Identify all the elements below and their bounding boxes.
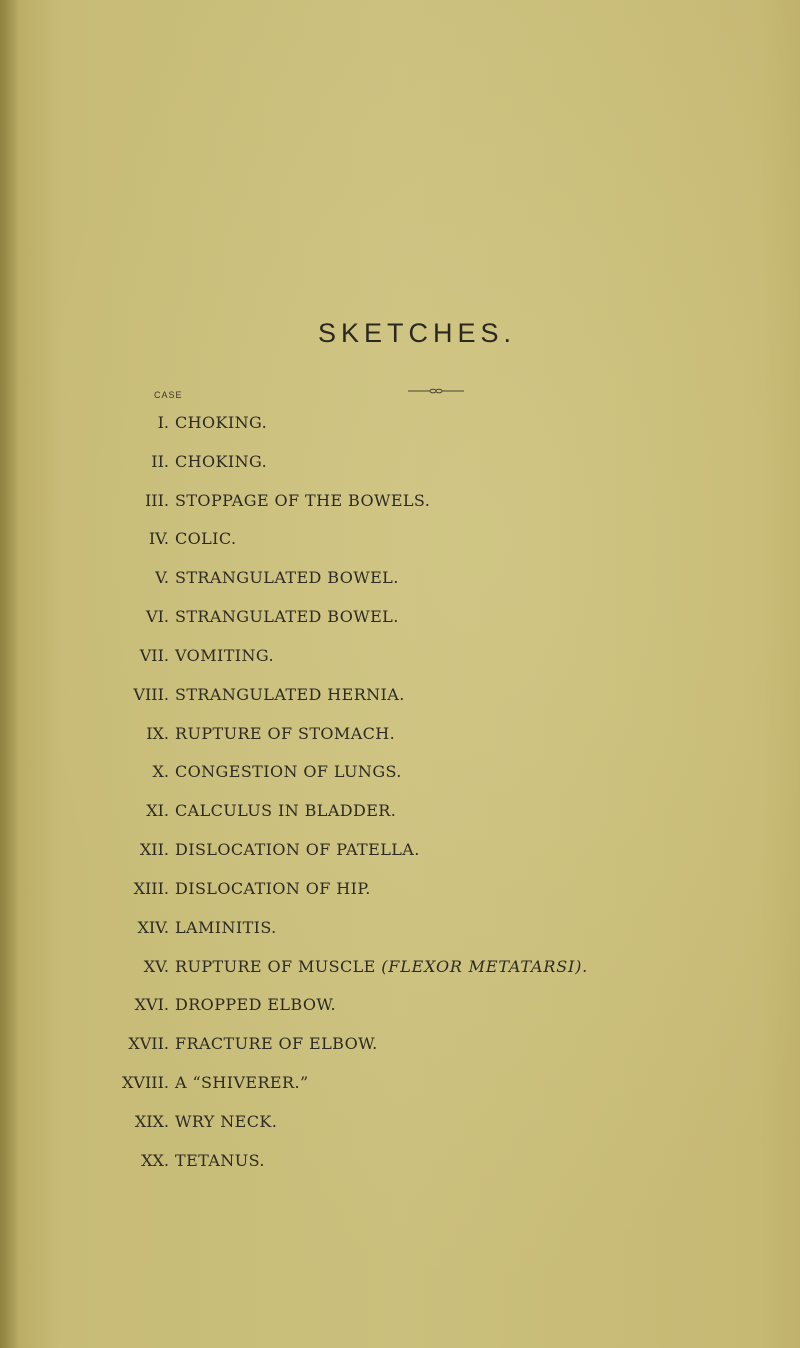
case-title (175, 995, 336, 1014)
case-title-text: FRACTURE OF ELBOW. (175, 1034, 378, 1054)
contents-entry (0, 491, 800, 530)
case-title-text: DROPPED ELBOW. (175, 995, 336, 1015)
case-title (175, 918, 277, 937)
case-title-text: CHOKING. (175, 451, 268, 471)
contents-entry (0, 1073, 800, 1112)
case-title-text: RUPTURE OF MUSCLE (175, 956, 376, 976)
case-title-text: DISLOCATION OF PATELLA. (175, 840, 420, 860)
case-title-text: DISLOCATION OF HIP. (175, 878, 371, 898)
case-numeral: IV. (148, 529, 169, 549)
contents-entry (0, 1151, 800, 1190)
contents-entry (0, 685, 800, 724)
case-numeral: XVI. (134, 995, 169, 1015)
contents-list (0, 413, 800, 1190)
case-numeral: XVII. (128, 1034, 169, 1054)
case-numeral: XIV. (137, 917, 169, 937)
case-numeral: XIX. (134, 1111, 169, 1131)
case-title-text: STOPPAGE OF THE BOWELS. (175, 490, 431, 510)
case-numeral: II. (151, 451, 169, 471)
ornament-divider (408, 387, 464, 395)
contents-entry (0, 957, 800, 996)
contents-entry (0, 801, 800, 840)
case-title (175, 452, 267, 471)
case-title-text: WRY NECK. (175, 1111, 278, 1131)
case-title (175, 1073, 309, 1092)
case-title (175, 1151, 265, 1170)
case-title (175, 413, 267, 432)
contents-entry (0, 568, 800, 607)
case-numeral: XV. (143, 956, 169, 976)
contents-entry (0, 918, 800, 957)
case-title (175, 840, 420, 859)
contents-entry (0, 413, 800, 452)
contents-entry (0, 1112, 800, 1151)
case-numeral: I. (157, 413, 169, 432)
case-numeral: III. (144, 490, 169, 510)
case-title (175, 568, 399, 587)
contents-entry (0, 879, 800, 918)
case-numeral: XI. (146, 801, 169, 821)
case-title-text: COLIC. (175, 529, 237, 549)
case-title-text: A “SHIVERER.” (175, 1073, 309, 1093)
case-title-text: CALCULUS IN BLADDER. (175, 801, 397, 821)
contents-entry (0, 1034, 800, 1073)
contents-entry (0, 995, 800, 1034)
case-title-text: CHOKING. (175, 413, 268, 432)
case-title (175, 879, 371, 898)
case-numeral: XX. (141, 1150, 169, 1170)
case-title (175, 762, 402, 781)
contents-entry (0, 452, 800, 491)
case-title-text: STRANGULATED BOWEL. (175, 568, 399, 588)
page-title: SKETCHES. (317, 318, 517, 348)
case-title-text: STRANGULATED HERNIA. (175, 684, 405, 704)
case-title-text: RUPTURE OF STOMACH. (175, 723, 396, 743)
case-column-label: CASE (154, 390, 183, 400)
contents-entry (0, 529, 800, 568)
case-numeral: VII. (139, 645, 169, 665)
case-title (175, 1034, 378, 1053)
case-title (175, 529, 236, 548)
case-title-italic: (FLEXOR METATARSI). (381, 956, 589, 976)
case-title (175, 607, 399, 626)
case-title (175, 491, 430, 510)
case-numeral: VI. (146, 607, 169, 627)
case-numeral: XIII. (133, 878, 169, 898)
contents-entry (0, 646, 800, 685)
case-title (175, 646, 274, 665)
case-numeral: XVIII. (122, 1073, 169, 1093)
case-title-text: STRANGULATED BOWEL. (175, 607, 399, 627)
case-numeral: V. (155, 568, 169, 588)
case-title (175, 1112, 277, 1131)
case-title-text: LAMINITIS. (175, 917, 277, 937)
case-title (175, 957, 588, 976)
case-numeral: X. (152, 762, 169, 782)
case-numeral: VIII. (133, 684, 169, 704)
case-title-text: VOMITING. (175, 645, 274, 665)
contents-entry (0, 724, 800, 763)
case-numeral: IX. (146, 723, 169, 743)
case-title-text: TETANUS. (175, 1150, 265, 1170)
contents-entry (0, 607, 800, 646)
case-title (175, 801, 396, 820)
contents-entry (0, 762, 800, 801)
case-title-text: CONGESTION OF LUNGS. (175, 762, 402, 782)
contents-entry (0, 840, 800, 879)
case-title (175, 685, 405, 704)
case-title (175, 724, 395, 743)
case-numeral: XII. (139, 840, 169, 860)
